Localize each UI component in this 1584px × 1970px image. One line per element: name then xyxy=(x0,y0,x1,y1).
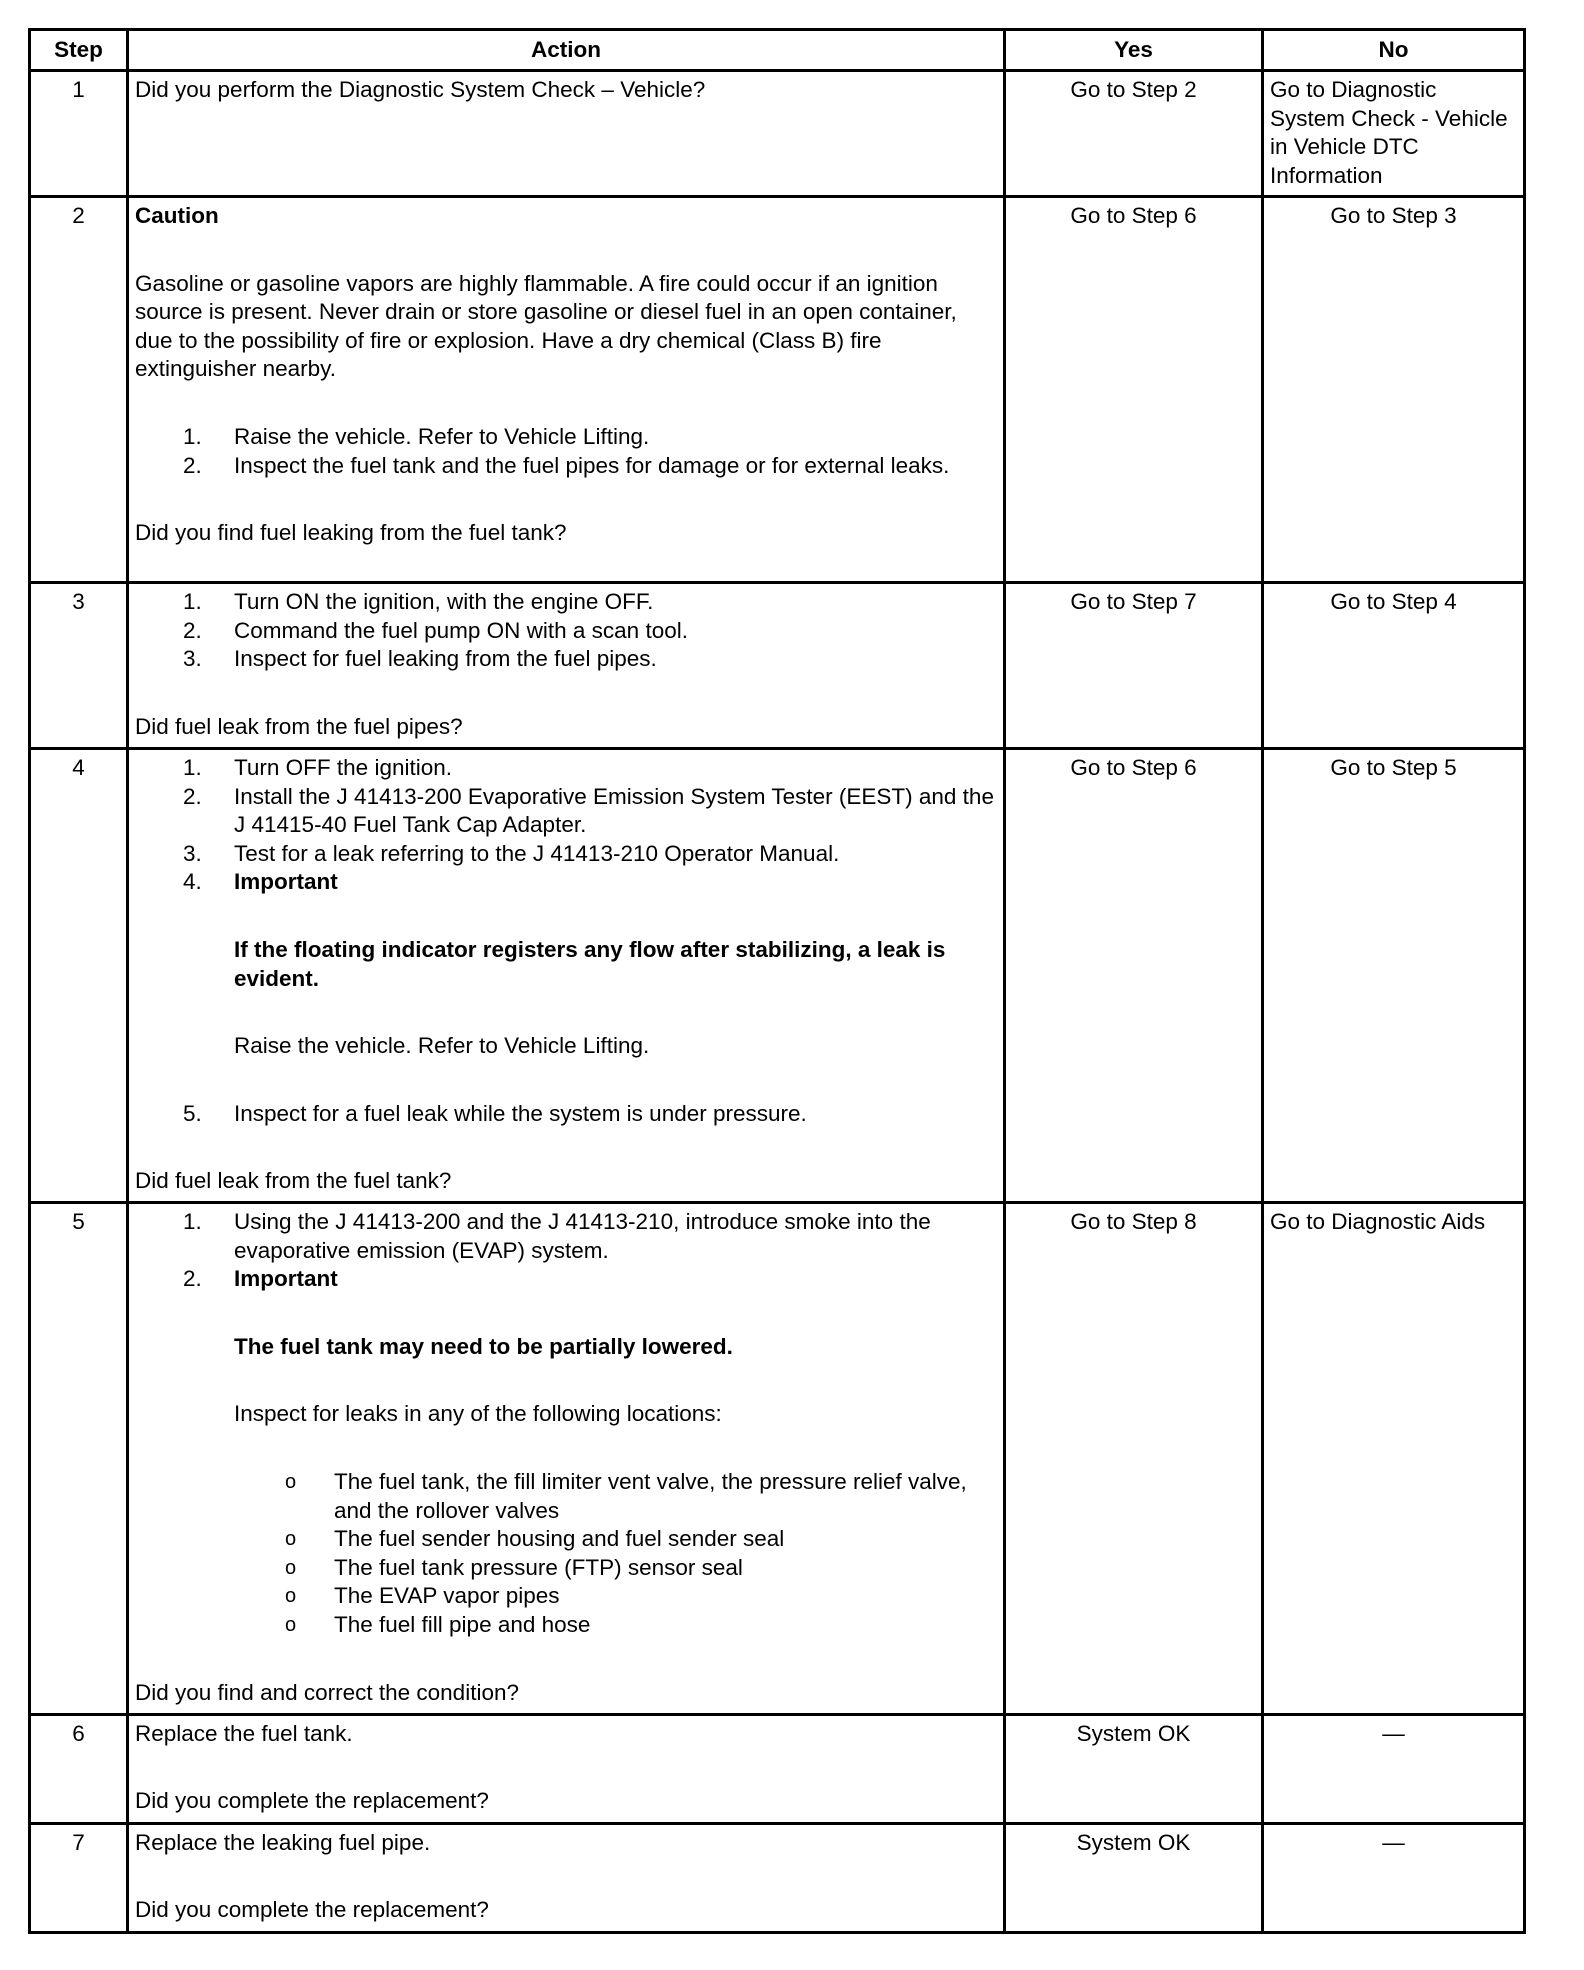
question-text: Did fuel leak from the fuel pipes? xyxy=(135,713,463,739)
list-item: 3. Inspect for fuel leaking from the fuel pipes. xyxy=(183,646,657,672)
list-item: 5. Inspect for a fuel leak while the system is under pressure. xyxy=(183,1100,807,1126)
yes-cell: Go to Step 7 xyxy=(1005,583,1263,749)
question-text: Did you perform the Diagnostic System Check – Vehicle? xyxy=(135,77,706,102)
list-item: o The fuel tank, the fill limiter vent valve, the pressure relief valve, and the rollover valves xyxy=(285,1468,967,1523)
table-row-step-7 xyxy=(30,1824,1525,1933)
procedure-list xyxy=(135,588,997,674)
table-row-step-1 xyxy=(30,71,1525,197)
list-item: o The EVAP vapor pipes xyxy=(135,1582,997,1611)
list-item: 2. Important xyxy=(183,1266,338,1292)
no-cell: Go to Step 4 xyxy=(1263,583,1525,749)
action-cell xyxy=(128,1203,1005,1715)
list-item: 4. Important xyxy=(183,869,338,895)
instruction-text: Replace the fuel tank. xyxy=(135,1721,353,1746)
step-number: 4 xyxy=(30,749,128,1203)
instruction-text: Replace the leaking fuel pipe. xyxy=(135,1830,431,1855)
caution-title: Caution xyxy=(135,203,219,228)
list-item: o The fuel tank pressure (FTP) sensor seal xyxy=(135,1554,997,1583)
yes-cell: Go to Step 6 xyxy=(1005,749,1263,1203)
sub-text: Inspect for leaks in any of the following locations: xyxy=(234,1401,722,1427)
step-number: 5 xyxy=(30,1203,128,1715)
question-text: Did you complete the replacement? xyxy=(135,1896,489,1922)
list-item: 1. Turn ON the ignition, with the engine OFF. xyxy=(183,589,654,614)
step-number: 3 xyxy=(30,583,128,749)
question-text: Did fuel leak from the fuel tank? xyxy=(135,1168,452,1194)
action-cell xyxy=(128,197,1005,583)
step-number: 2 xyxy=(30,197,128,583)
table-row-step-4 xyxy=(30,749,1525,1203)
bullet-icon: o xyxy=(285,1528,297,1551)
list-item: 2. Command the fuel pump ON with a scan tool. xyxy=(183,617,688,643)
list-item: o The fuel fill pipe and hose xyxy=(135,1611,997,1640)
procedure-list xyxy=(135,1208,997,1294)
important-label: Important xyxy=(234,1266,338,1292)
list-item: 1. Turn OFF the ignition. xyxy=(183,755,453,780)
step-number: 7 xyxy=(30,1824,128,1933)
diagnostic-table-container xyxy=(28,28,1523,1934)
no-cell: — xyxy=(1263,1715,1525,1824)
yes-cell: Go to Step 6 xyxy=(1005,197,1263,583)
procedure-list xyxy=(135,423,997,480)
list-item: 2. Inspect the fuel tank and the fuel pipes for damage or for external leaks. xyxy=(183,452,950,478)
table-row-step-3 xyxy=(30,583,1525,749)
table-header-row xyxy=(30,30,1525,71)
yes-cell: System OK xyxy=(1005,1715,1263,1824)
table-row-step-5 xyxy=(30,1203,1525,1715)
important-text: The fuel tank may need to be partially lowered. xyxy=(234,1333,733,1359)
no-cell: Go to Diagnostic Aids xyxy=(1263,1203,1525,1715)
question-text: Did you find and correct the condition? xyxy=(135,1679,519,1705)
important-text: If the floating indicator registers any flow after stabilizing, a leak is evident. xyxy=(234,936,946,991)
list-item: 2. Install the J 41413-200 Evaporative Emission System Tester (EEST) and the J 41415-40 Fuel Tank Cap Adapter. xyxy=(183,783,994,838)
header-action: Action xyxy=(128,30,1005,71)
no-cell: Go to Step 5 xyxy=(1263,749,1525,1203)
no-cell: — xyxy=(1263,1824,1525,1933)
bullet-icon: o xyxy=(285,1470,297,1493)
bullet-icon: o xyxy=(285,1585,297,1608)
list-item: o The fuel sender housing and fuel sender seal xyxy=(135,1525,997,1554)
yes-cell: Go to Step 8 xyxy=(1005,1203,1263,1715)
step-number: 6 xyxy=(30,1715,128,1824)
no-cell: Go to Diagnostic System Check - Vehicle in Vehicle DTC Information xyxy=(1263,71,1525,197)
diagnostic-table xyxy=(28,28,1526,1934)
table-row-step-2 xyxy=(30,197,1525,583)
important-label: Important xyxy=(234,869,338,895)
action-cell xyxy=(128,1824,1005,1933)
action-cell xyxy=(128,749,1005,1203)
procedure-list xyxy=(135,1100,997,1129)
sub-text: Raise the vehicle. Refer to Vehicle Lifting. xyxy=(234,1033,650,1059)
caution-text: Gasoline or gasoline vapors are highly flammable. A fire could occur if an ignition source is present. Never drain or store gasoline or diesel fuel in an open container, due to the possibility of fire or explosion. Have a dry chemical (Class B) fire extinguisher nearby. xyxy=(135,270,957,382)
list-item: 1. Raise the vehicle. Refer to Vehicle Lifting. xyxy=(183,423,650,449)
list-item: 1. Using the J 41413-200 and the J 41413-210, introduce smoke into the evaporative emission (EVAP) system. xyxy=(183,1209,931,1263)
header-no: No xyxy=(1263,30,1525,71)
question-text: Did you complete the replacement? xyxy=(135,1787,489,1813)
question-text: Did you find fuel leaking from the fuel tank? xyxy=(135,520,567,546)
bullet-icon: o xyxy=(285,1556,297,1579)
table-row-step-6 xyxy=(30,1715,1525,1824)
header-yes: Yes xyxy=(1005,30,1263,71)
location-list xyxy=(135,1468,997,1640)
yes-cell: System OK xyxy=(1005,1824,1263,1933)
action-cell xyxy=(128,583,1005,749)
header-step: Step xyxy=(30,30,128,71)
yes-cell: Go to Step 2 xyxy=(1005,71,1263,197)
list-item: 3. Test for a leak referring to the J 41413-210 Operator Manual. xyxy=(183,840,840,866)
step-number: 1 xyxy=(30,71,128,197)
procedure-list xyxy=(135,754,997,897)
action-cell xyxy=(128,71,1005,197)
action-cell xyxy=(128,1715,1005,1824)
no-cell: Go to Step 3 xyxy=(1263,197,1525,583)
bullet-icon: o xyxy=(285,1613,297,1636)
